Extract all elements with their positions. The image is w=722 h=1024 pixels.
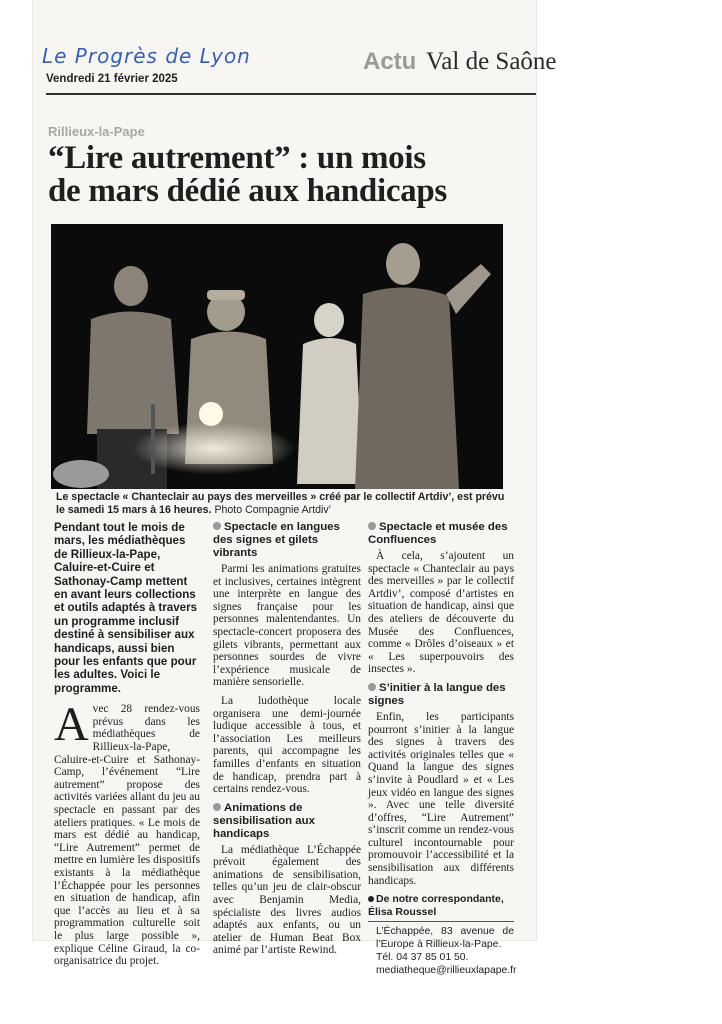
paragraph: La ludothèque locale organisera une demi-journée ludique accessible à tous, et l’association Les meilleurs parents, qui accompagne les familles d’enfants en situation de handicap, prendra part à certains rendez-vous. — [213, 694, 361, 796]
author-line — [368, 893, 514, 906]
bullet-icon — [213, 522, 221, 530]
article-headline — [48, 142, 447, 208]
bullet-icon — [368, 683, 376, 691]
header-rule — [46, 93, 536, 95]
info-email: mediatheque@rillieuxlapape.fr — [376, 964, 517, 976]
photo-caption — [56, 491, 506, 517]
intro-paragraph — [54, 698, 200, 968]
handwritten-newspaper-name: Le Progrès de Lyon — [42, 44, 251, 68]
subheading-text: Spectacle en langues des signes et gilets vibrants — [213, 521, 340, 559]
info-phone: Tél. 04 37 85 01 50. — [376, 952, 469, 964]
headline-line-2: de mars dédié aux handicaps — [48, 173, 447, 209]
photo-credit: Photo Compagnie Artdiv’ — [214, 504, 332, 516]
section-label: Actu — [363, 48, 417, 75]
drop-cap: A — [54, 698, 89, 752]
caption-text: Le spectacle « Chanteclair au pays des merveilles » créé par le collectif Artdiv’, est prévu le samedi 15 mars à 16 heures. — [56, 491, 505, 516]
paragraph: La médiathèque L’Échappée prévoit également des animations de sensibilisation, telles qu’un jeu de clair-obscur avec Benjamin Media, spécialiste des livres audios adaptés aux enfants, ou un atelier de Human Beat Box animé par l’artiste Rewind. — [213, 843, 361, 957]
stage-photo-illustration — [51, 224, 503, 489]
author-label: De notre correspondante, — [376, 893, 504, 906]
bullet-icon — [368, 522, 376, 530]
intro-text: vec 28 rendez-vous prévus dans les médiathèques de Rillieux-la-Pape, Caluire-et-Cuire et Sathonay-Camp, l’événement “Lire autrement” propose des activités variées allant du jeu au spectacle en passant par des ateliers pratiques. « Le mois de mars est dédié au handicap, “Lire Autrement” permet de mettre en lumière les dispositifs existants à la médiathèque l’Échappée pour les personnes en situation de handicap, afin que l’accès au lieu et à sa programmation culturelle soit le plus large possible », explique Céline Giraud, la co-organisatrice du projet. — [54, 703, 200, 968]
subheading-text: Spectacle et musée des Confluences — [368, 521, 508, 546]
subheading-text: Animations de sensibilisation aux handicaps — [213, 801, 315, 840]
bullet-icon — [213, 803, 221, 811]
article-column-1 — [54, 521, 200, 974]
paragraph: Parmi les animations gratuites et inclusives, certaines intègrent une interprète en langue des signes française pour les personnes malentendantes. Un spectacle-concert proposera des gilets vibrants, permettant aux personnes sourdes de vivre l’expérience musicale de manière sensorielle. — [213, 563, 361, 689]
paragraph: À cela, s’ajoutent un spectacle « Chanteclair au pays des merveilles » par le collectif Artdiv’, composé d’artistes en situation de handicap, ainsi que des ateliers de découverte du Musée des Confluences, comme « Drôles d’oiseaux » et « Les superpouvoirs des insectes ». — [368, 550, 514, 676]
subheading-confluences — [368, 521, 514, 547]
paragraph: Enfin, les participants pourront s’initier à la langue des signes à travers des activités originales telles que « Quand la langue des signes s’invite à Poudlard » et « Les jeux vidéo en langue des signes ». Avec une telle diversité d’offres, “Lire Autrement” s’inscrit comme un rendez-vous culturel incontournable pour promouvoir l’accessibilité et la sensibilisation aux différents handicaps. — [368, 710, 514, 887]
author-name: Élisa Roussel — [368, 905, 437, 918]
article-kicker: Rillieux-la-Pape — [48, 124, 145, 139]
bullet-icon — [368, 896, 374, 902]
article-photo — [51, 224, 503, 489]
subheading-awareness — [213, 802, 361, 841]
article-lead: Pendant tout le mois de mars, les médiathèques de Rillieux-la-Pape, Caluire-et-Cuire et Sathonay-Camp mettent en avant leurs collections et outils adaptés à travers un programme inclusif destiné à sensibiliser aux handicaps, aussi bien pour les enfants que pour les adultes. Voici le programme. — [54, 521, 198, 695]
info-separator — [368, 921, 514, 922]
article-column-3 — [368, 521, 517, 978]
section-place: Val de Saône — [426, 48, 557, 75]
subheading-sign-language-show — [213, 521, 361, 560]
info-address: L’Échappée, 83 avenue de l’Europe à Rillieux-la-Pape. — [376, 926, 514, 951]
subheading-text: S’initier à la langue des signes — [368, 681, 506, 707]
subheading-sign-language — [368, 682, 514, 708]
headline-line-1: “Lire autrement” : un mois — [48, 140, 426, 176]
article-column-2 — [213, 521, 361, 963]
issue-date: Vendredi 21 février 2025 — [46, 73, 178, 85]
